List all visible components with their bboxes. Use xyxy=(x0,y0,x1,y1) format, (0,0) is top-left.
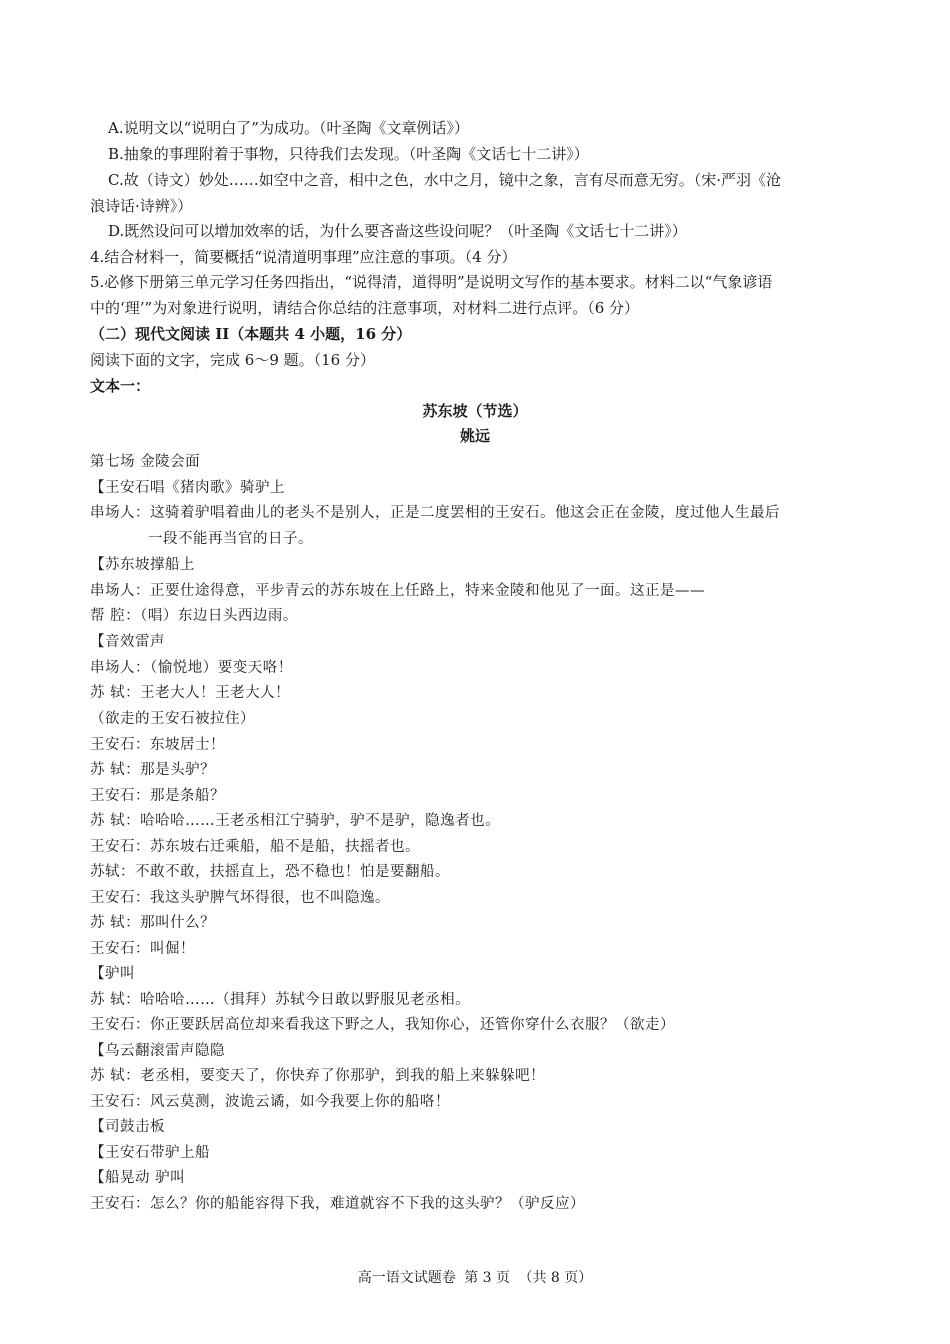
script-line: 苏 轼：王老大人！王老大人！ xyxy=(90,685,291,701)
script-line: 串场人：这骑着驴唱着曲儿的老头不是别人，正是二度罢相的王安石。他这会正在金陵，度过他人生最后 xyxy=(90,505,780,521)
text-label: 文本一： xyxy=(90,377,151,395)
script-line: 【驴叫 xyxy=(90,966,135,982)
script-line: 王安石：那是条船？ xyxy=(90,788,225,804)
play-author: 姚远 xyxy=(459,427,490,445)
script-line: 苏轼：不敢不敢，扶摇直上，恐不稳也！怕是要翻船。 xyxy=(90,864,450,880)
script-line: 王安石：你正要跃居高位却来看我这下野之人，我知你心，还管你穿什么衣服？（欲走） xyxy=(90,1017,675,1033)
script-line: 【音效雷声 xyxy=(90,634,165,650)
script-line: 一段不能再当官的日子。 xyxy=(148,531,313,547)
script-line: 第七场 金陵会面 xyxy=(90,454,201,470)
script-line: （欲走的王安石被拉住） xyxy=(90,711,255,727)
option-c-line1: C.故（诗文）妙处……如空中之音，相中之色，水中之月，镜中之象，言有尽而意无穷。（宋·严羽《沧 xyxy=(108,171,781,189)
script-line: 串场人：（愉悦地）要变天咯！ xyxy=(90,660,293,676)
footer-subject: 高一语文试题卷 xyxy=(357,1270,456,1286)
page-footer xyxy=(0,1268,950,1288)
script-line: 苏 轼：哈哈哈……（揖拜）苏轼今日敢以野服见老丞相。 xyxy=(90,992,471,1008)
question-5-line2: 中的‘理’”为对象进行说明，请结合你总结的注意事项，对材料二进行点评。（6 分） xyxy=(90,299,640,317)
option-c-line2: 浪诗话·诗辨》） xyxy=(90,197,193,215)
script-line: 王安石：风云莫测，波诡云谲，如今我要上你的船咯！ xyxy=(90,1094,450,1110)
footer-total-pages: （共 8 页） xyxy=(518,1270,593,1286)
option-b: B.抽象的事理附着于事物，只待我们去发现。（叶圣陶《文话七十二讲》） xyxy=(108,145,589,163)
script-line: 苏 轼：那叫什么？ xyxy=(90,915,216,931)
script-line: 【王安石带驴上船 xyxy=(90,1145,210,1161)
section-instruction: 阅读下面的文字，完成 6～9 题。（16 分） xyxy=(90,351,375,369)
script-line: 王安石：苏东坡右迁乘船，船不是船，扶摇者也。 xyxy=(90,839,420,855)
script-line: 王安石：怎么？你的船能容得下我，难道就容不下我的这头驴？（驴反应） xyxy=(90,1196,585,1212)
play-title: 苏东坡（节选） xyxy=(422,402,528,420)
script-line: 王安石：东坡居士！ xyxy=(90,737,225,753)
option-a: A.说明文以“说明白了”为成功。（叶圣陶《文章例话》） xyxy=(108,119,469,137)
script-line: 【苏东坡撑船上 xyxy=(90,557,195,573)
footer-page-number: 第 3 页 xyxy=(464,1270,510,1286)
script-line: 【司鼓击板 xyxy=(90,1119,165,1135)
option-d: D.既然设问可以增加效率的话，为什么要吝啬这些设问呢？（叶圣陶《文话七十二讲》） xyxy=(108,222,687,240)
script-line: 串场人：正要仕途得意，平步青云的苏东坡在上任路上，特来金陵和他见了一面。这正是—— xyxy=(90,583,705,599)
question-5-line1: 5.必修下册第三单元学习任务四指出，“说得清，道得明”是说明文写作的基本要求。材料二以“气象谚语 xyxy=(90,273,773,291)
script-line: 帮 腔：（唱）东边日头西边雨。 xyxy=(90,608,298,624)
question-4: 4.结合材料一，简要概括“说清道明事理”应注意的事项。（4 分） xyxy=(90,248,517,266)
script-line: 【王安石唱《猪肉歌》骑驴上 xyxy=(90,480,285,496)
section-heading: （二）现代文阅读 II（本题共 4 小题，16 分） xyxy=(90,325,412,343)
script-line: 王安石：叫倔！ xyxy=(90,941,195,957)
script-line: 苏 轼：哈哈哈……王老丞相江宁骑驴，驴不是驴，隐逸者也。 xyxy=(90,813,501,829)
script-line: 王安石：我这头驴脾气坏得很，也不叫隐逸。 xyxy=(90,890,390,906)
script-line: 【船晃动 驴叫 xyxy=(90,1170,186,1186)
script-line: 【乌云翻滚雷声隐隐 xyxy=(90,1043,225,1059)
script-line: 苏 轼：那是头驴？ xyxy=(90,762,216,778)
script-line: 苏 轼：老丞相，要变天了，你快弃了你那驴，到我的船上来躲躲吧！ xyxy=(90,1068,546,1084)
